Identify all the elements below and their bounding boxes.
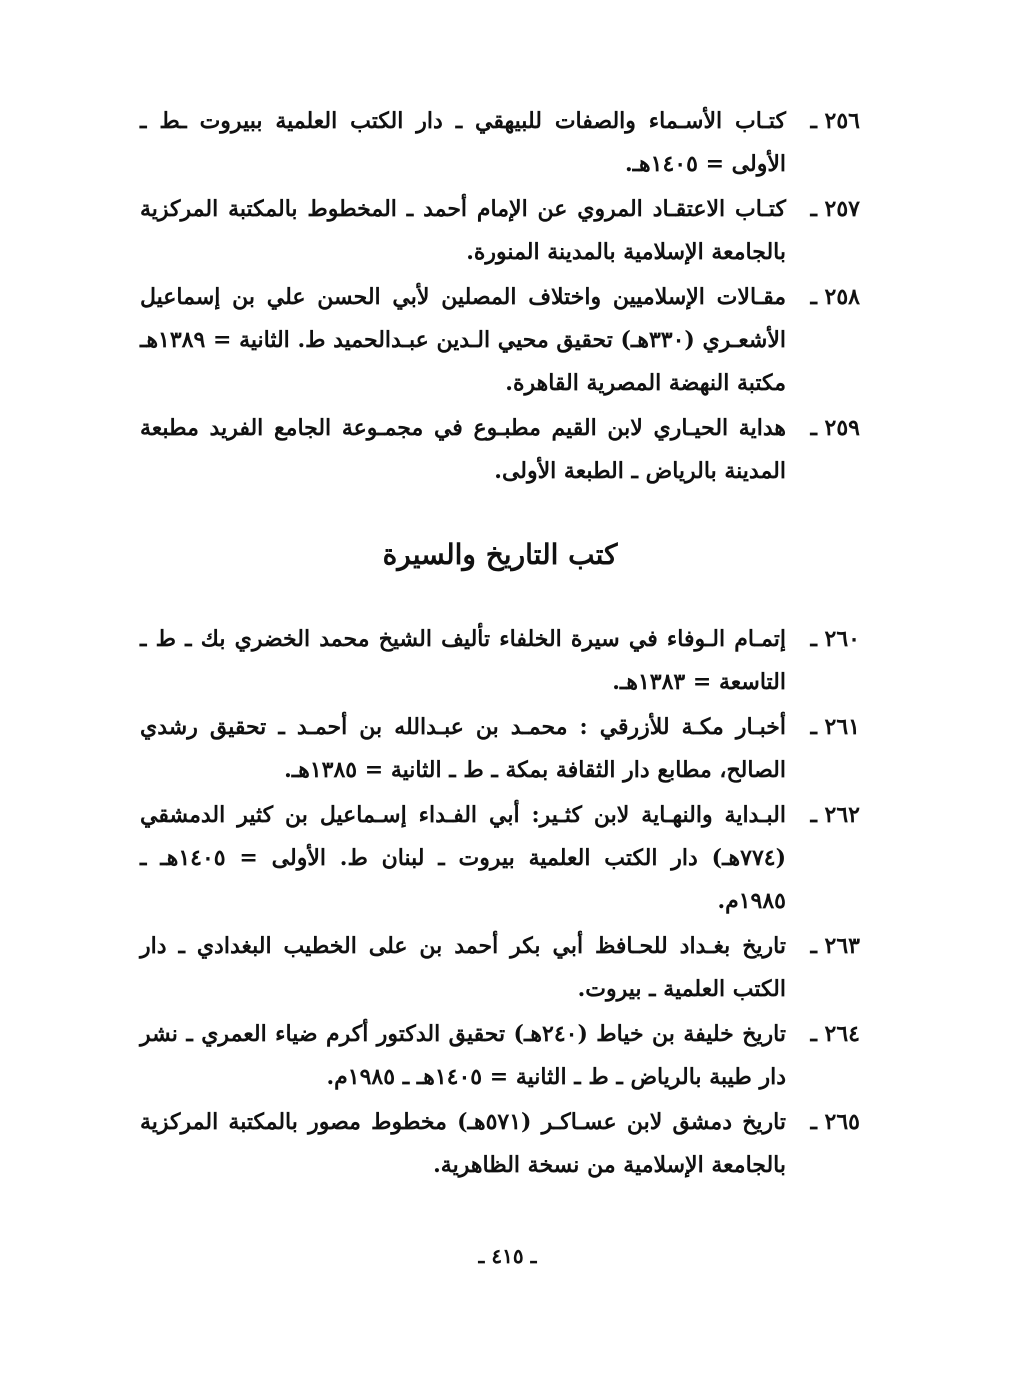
entry-text: تاريخ دمشق لابن عسـاكـر (٥٧١هـ) مخطوط مصور بالمكتبة المركزية بالجامعة الإسلامية من نسخة الظاهرية. bbox=[140, 1109, 786, 1178]
bibliography-entry bbox=[140, 100, 860, 186]
bibliography-list-history bbox=[140, 618, 860, 1189]
entry-text: كتـاب الأسـماء والصفات للبيهقي ـ دار الكتب العلمية ببيروت ـط ـ الأولى = ١٤٠٥هـ. bbox=[140, 108, 786, 177]
entry-number: ٢٥٧ ـ bbox=[810, 196, 860, 222]
entry-text: البـداية والنهـاية لابن كثـير: أبي الفـداء إسـماعيل بن كثير الدمشقي (٧٧٤هـ) دار الكتب العلمية بيروت ـ لبنان ط. الأولى = ١٤٠٥هـ ـ ١٩٨٥م. bbox=[140, 802, 786, 914]
section-heading: كتب التاريخ والسيرة bbox=[382, 538, 618, 571]
bibliography-entry bbox=[140, 188, 860, 274]
entry-text: تاريخ خليفة بن خياط (٢٤٠هـ) تحقيق الدكتور أكرم ضياء العمري ـ نشر دار طيبة بالرياض ـ ط ـ الثانية = ١٤٠٥هـ ـ ١٩٨٥م. bbox=[140, 1021, 786, 1090]
bibliography-list-top bbox=[140, 100, 860, 495]
entry-text: تاريخ بغـداد للحـافظ أبي بكر أحمد بن على الخطيب البغدادي ـ دار الكتب العلمية ـ بيروت. bbox=[140, 933, 786, 1002]
entry-number: ٢٦٥ ـ bbox=[810, 1109, 860, 1135]
bibliography-entry bbox=[140, 407, 860, 493]
entry-number: ٢٦٢ ـ bbox=[810, 802, 860, 828]
bibliography-entry bbox=[140, 1013, 860, 1099]
entry-text: هداية الحيـاري لابن القيم مطبـوع في مجمـوعة الجامع الفريد مطبعة المدينة بالرياض ـ الطبعة الأولى. bbox=[140, 415, 786, 484]
bibliography-entry bbox=[140, 706, 860, 792]
entry-text: مقـالات الإسلاميين واختلاف المصلين لأبي الحسن علي بن إسماعيل الأشعـري (٣٣٠هـ) تحقيق محيي الـدين عبـدالحميد ط. الثانية = ١٣٨٩هـ مكتبة النهضة المصرية القاهرة. bbox=[140, 284, 786, 396]
bibliography-entry bbox=[140, 1101, 860, 1187]
entry-text: أخبـار مكـة للأزرقي : محمـد بن عبـدالله بن أحمـد ـ تحقيق رشدي الصالح، مطابع دار الثقافة بمكة ـ ط ـ الثانية = ١٣٨٥هـ. bbox=[140, 714, 786, 783]
bibliography-entry bbox=[140, 276, 860, 405]
entry-number: ٢٦١ ـ bbox=[810, 714, 860, 740]
entry-number: ٢٦٣ ـ bbox=[810, 933, 860, 959]
entry-number: ٢٥٦ ـ bbox=[810, 108, 860, 134]
entry-number: ٢٥٩ ـ bbox=[810, 415, 860, 441]
bibliography-entry bbox=[140, 618, 860, 704]
entry-number: ٢٥٨ ـ bbox=[810, 284, 860, 310]
entry-text: كتـاب الاعتقـاد المروي عن الإمام أحمد ـ المخطوط بالمكتبة المركزية بالجامعة الإسلامية بالمدينة المنورة. bbox=[140, 196, 786, 265]
bibliography-entry bbox=[140, 925, 860, 1011]
bibliography-entry bbox=[140, 794, 860, 923]
entry-number: ٢٦٠ ـ bbox=[810, 626, 860, 652]
entry-text: إتمـام الـوفاء في سيرة الخلفاء تأليف الشيخ محمد الخضري بك ـ ط ـ التاسعة = ١٣٨٣هـ. bbox=[140, 626, 786, 695]
entry-number: ٢٦٤ ـ bbox=[810, 1021, 860, 1047]
page-number: ـ ٤١٥ ـ bbox=[478, 1244, 537, 1268]
